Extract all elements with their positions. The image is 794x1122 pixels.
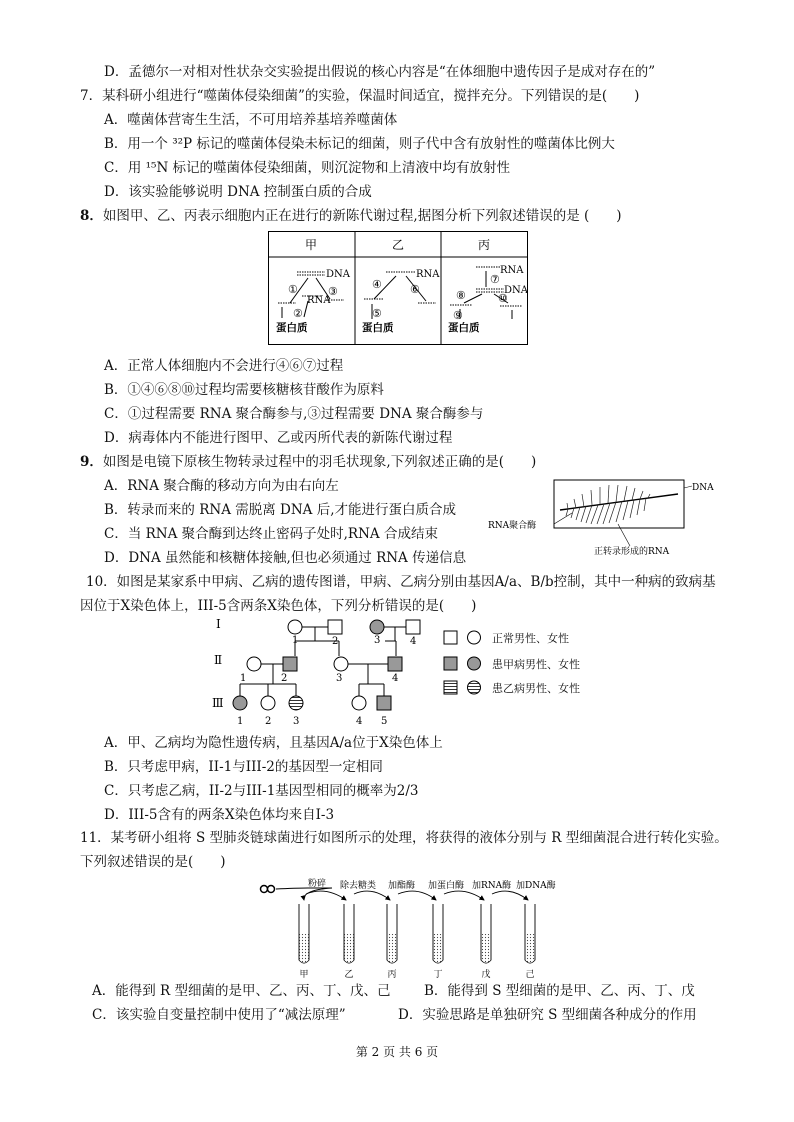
q11-step-sugar: 除去糖类	[340, 881, 377, 891]
I-1-num: 1	[292, 635, 299, 646]
q8-label-7: ⑦	[490, 273, 500, 286]
q8-bing-protein: 蛋白质	[448, 322, 480, 334]
tube-ji: 己	[525, 970, 535, 980]
q8-bing-rna: RNA	[500, 265, 524, 276]
I-4-num: 4	[410, 636, 417, 647]
q7-stem: 7．某科研小组进行“噬菌体侵染细菌”的实验，保温时间适宜，搅拌充分。下列错误的是( )	[80, 88, 640, 104]
q11-option-d: D．实验思路是单独研究 S 型细菌各种成分的作用	[398, 1007, 697, 1023]
q8-option-c: C．①过程需要 RNA 聚合酶参与,③过程需要 DNA 聚合酶参与	[104, 406, 484, 422]
q7-option-b: B．用一个 ³²P 标记的噬菌体侵染未标记的细菌，则子代中含有放射性的噬菌体比例大	[104, 136, 615, 152]
legend-yi-female-icon	[468, 681, 481, 694]
q11-option-c: C．该实验自变量控制中使用了“减法原理”	[92, 1007, 346, 1023]
q9-feather-figure	[488, 474, 728, 560]
q8-option-d: D．病毒体内不能进行图甲、乙或丙所代表的新陈代谢过程	[104, 430, 453, 446]
I-3-num: 3	[374, 635, 381, 646]
II-3-num: 3	[336, 673, 343, 684]
q8-stem-line	[80, 206, 622, 226]
q8-metabolism-figure	[268, 231, 528, 345]
q7-option-d: D．该实验能够说明 DNA 控制蛋白质的合成	[104, 184, 372, 200]
III-1-jia-female	[233, 696, 247, 710]
q9-stem: 如图是电镜下原核生物转录过程中的羽毛状现象,下列叙述正确的是( )	[102, 454, 537, 470]
gen-3-label: Ⅲ	[212, 696, 224, 710]
q8-bing-dna: DNA	[504, 285, 528, 296]
tube-wu: 戊	[481, 970, 491, 980]
tube-ding: 丁	[433, 970, 443, 980]
I-2-normal-male	[328, 620, 342, 634]
II-2-jia-male	[283, 657, 297, 671]
III-5-num: 5	[381, 716, 388, 727]
q8-yi-protein: 蛋白质	[362, 322, 394, 334]
q11-stem-2: 下列叙述错误的是( )	[80, 854, 226, 870]
q8-label-3: ③	[328, 285, 338, 298]
q10-stem-1: 10．如图是某家系中甲病、乙病的遗传图谱，甲病、乙病分别由基因A/a、B/b控制，其中一种病的致病基	[86, 574, 716, 590]
q9-option-c: C．当 RNA 聚合酶到达终止密码子处时,RNA 合成结束	[104, 526, 438, 542]
q9-number: 9．	[80, 454, 103, 470]
q9-stem-line	[80, 452, 536, 472]
q8-label-1: ①	[288, 283, 298, 296]
q10-legend-symbols	[442, 628, 492, 700]
II-4-jia-male	[388, 657, 402, 671]
legend-normal: 正常男性、女性	[492, 632, 569, 645]
q9-rna-label: 正转录形成的RNA	[594, 547, 670, 557]
q9-option-b: B．转录而来的 RNA 需脱离 DNA 后,才能进行蛋白质合成	[104, 502, 456, 518]
q8-label-10: ⑩	[498, 292, 508, 305]
II-1-num: 1	[240, 673, 247, 684]
q8-option-a: A．正常人体细胞内不会进行④⑥⑦过程	[104, 358, 344, 374]
q8-header-bing: 丙	[477, 238, 491, 252]
I-2-num: 2	[332, 636, 339, 647]
q9-option-d: D．DNA 虽然能和核糖体接触,但也必须通过 RNA 传递信息	[104, 550, 467, 566]
I-3-jia-female	[370, 620, 384, 634]
q11-step-esterase: 加酯酶	[388, 881, 416, 891]
I-4-normal-male	[406, 620, 420, 634]
q7-option-a: A．噬菌体营寄生生活，不可用培养基培养噬菌体	[104, 112, 398, 128]
legend-jia: 患甲病男性、女性	[492, 658, 580, 671]
q8-yi-rna: RNA	[416, 269, 440, 280]
III-4-normal-female	[352, 696, 366, 710]
q8-label-8: ⑧	[456, 289, 466, 302]
legend-jia-male-icon	[444, 657, 457, 670]
legend-yi: 患乙病男性、女性	[492, 682, 580, 695]
legend-yi-male-icon	[444, 681, 457, 694]
q8-header-yi: 乙	[391, 238, 405, 252]
tube-jia: 甲	[299, 970, 309, 980]
q11-step-rnase: 加RNA酶	[472, 881, 512, 891]
q8-option-b: B．①④⑥⑧⑩过程均需要核糖核苷酸作为原料	[104, 382, 384, 398]
gen-1-label: I	[216, 617, 221, 631]
q9-dna-label: DNA	[692, 483, 714, 493]
q11-option-a: A．能得到 R 型细菌的是甲、乙、丙、丁、戊、己	[92, 983, 391, 999]
legend-jia-female-icon	[468, 657, 481, 670]
q9-option-a: A．RNA 聚合酶的移动方向为由右向左	[104, 478, 339, 494]
III-5-jia-male	[377, 696, 391, 710]
tube-bing: 丙	[387, 970, 397, 980]
q10-option-a: A．甲、乙病均为隐性遗传病，且基因A/a位于X染色体上	[104, 735, 443, 751]
tube-yi: 乙	[344, 970, 354, 980]
s-bacteria-icon	[261, 886, 275, 893]
III-1-num: 1	[237, 716, 244, 727]
q11-process-figure	[256, 876, 556, 980]
III-2-normal-female	[261, 696, 275, 710]
q8-stem: 如图甲、乙、丙表示细胞内正在进行的新陈代谢过程,据图分析下列叙述错误的是 ( )	[102, 208, 622, 224]
legend-normal-male-icon	[444, 631, 457, 644]
q11-step-dnase: 加DNA酶	[516, 881, 556, 891]
q10-option-d: D．III-5含有的两条X染色体均来自I-3	[104, 807, 335, 823]
q8-label-4: ④	[372, 278, 382, 291]
page-footer: 第 2 页 共 6 页	[355, 1045, 439, 1059]
II-3-normal-female	[334, 657, 348, 671]
q9-polymerase-label: RNA聚合酶	[488, 521, 537, 531]
q7-option-c: C．用 ¹⁵N 标记的噬菌体侵染细菌，则沉淀物和上清液中均有放射性	[104, 160, 511, 176]
legend-normal-female-icon	[468, 631, 481, 644]
III-3-yi-female	[289, 696, 303, 710]
q6-option-d: D．孟德尔一对相对性状杂交实验提出假说的核心内容是“在体细胞中遗传因子是成对存在的”	[104, 64, 656, 80]
q8-label-6: ⑥	[410, 283, 420, 296]
III-2-num: 2	[265, 716, 272, 727]
gen-2-label: Ⅱ	[214, 653, 223, 667]
I-1-normal-female	[288, 620, 302, 634]
II-1-normal-female	[247, 657, 261, 671]
q8-label-5: ⑤	[372, 307, 382, 320]
q8-label-9: ⑨	[453, 309, 463, 322]
q8-number: 8．	[80, 208, 103, 224]
q8-jia-dna: DNA	[326, 269, 350, 280]
q8-jia-rna: RNA	[307, 295, 331, 306]
q11-option-b: B．能得到 S 型细菌的是甲、乙、丙、丁、戊	[424, 983, 695, 999]
q8-label-2: ②	[293, 307, 303, 320]
q11-step-protease: 加蛋白酶	[428, 881, 465, 891]
II-4-num: 4	[392, 673, 399, 684]
q11-stem-1: 11．某考研小组将 S 型肺炎链球菌进行如图所示的处理，将获得的液体分别与 R 型细菌混合进行转化实验。	[80, 830, 728, 846]
q10-option-c: C．只考虑乙病，II-2与III-1基因型相同的概率为2/3	[104, 783, 419, 799]
q11-step-smash: 粉碎	[308, 879, 327, 889]
q10-option-b: B．只考虑甲病，II-1与III-2的基因型一定相同	[104, 759, 383, 775]
q8-header-jia: 甲	[304, 238, 318, 252]
q10-stem-2: 因位于X染色体上，III-5含两条X染色体，下列分析错误的是( )	[80, 598, 477, 614]
II-2-num: 2	[281, 673, 288, 684]
q8-jia-protein: 蛋白质	[276, 322, 308, 334]
III-3-num: 3	[293, 716, 300, 727]
III-4-num: 4	[356, 716, 363, 727]
q10-pedigree	[208, 612, 444, 730]
